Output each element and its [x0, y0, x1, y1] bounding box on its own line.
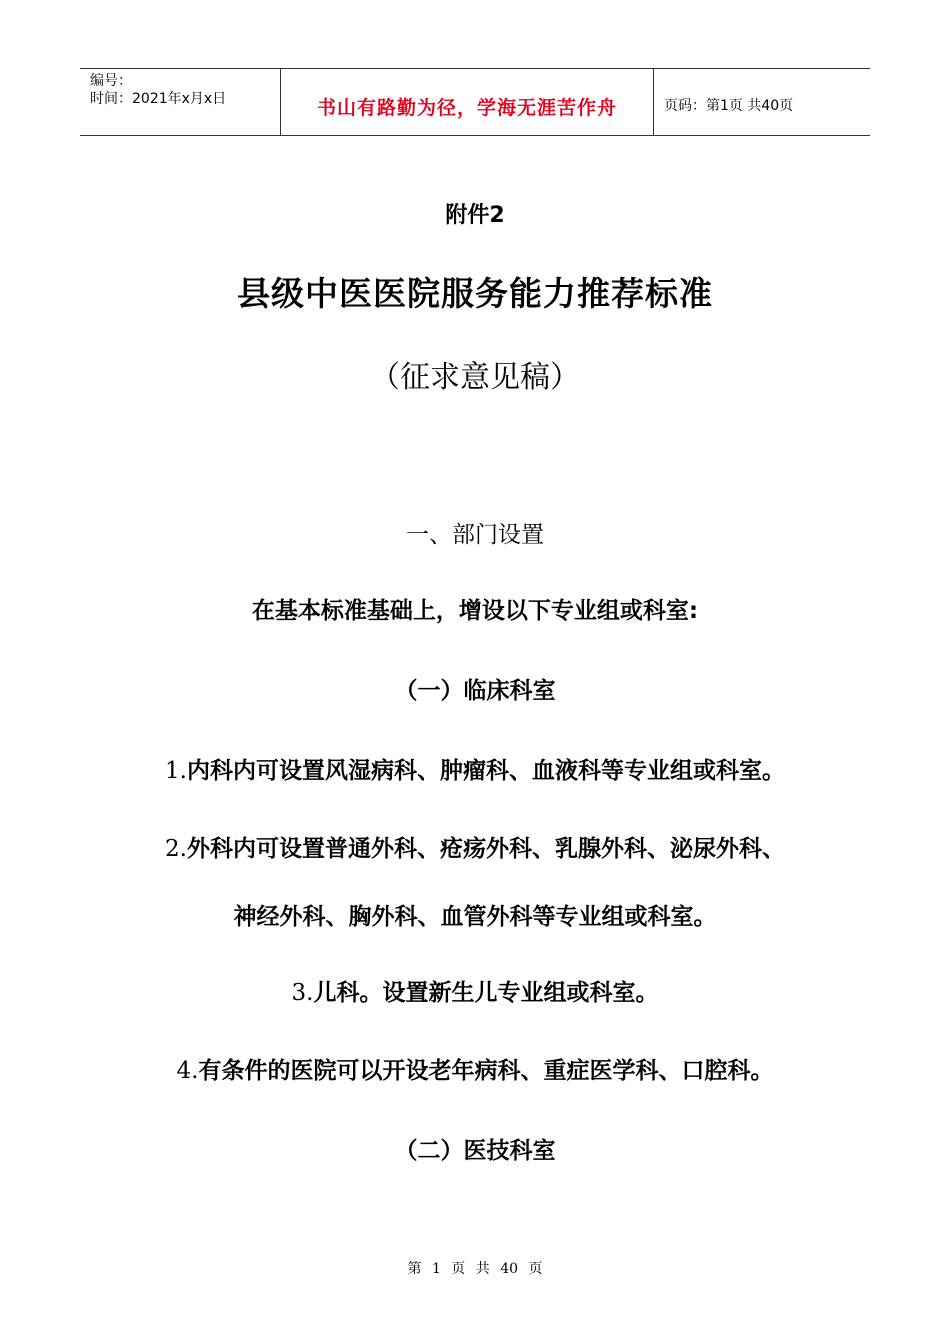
header-table: [80, 68, 870, 136]
header-meta-cell: [80, 69, 281, 135]
list-item-number: 3.: [291, 980, 314, 1006]
header-motto: 书山有路勤为径，学海无涯苦作舟: [316, 97, 617, 119]
list-item: [0, 752, 950, 785]
header-page-cell: [654, 69, 870, 135]
list-item-text: 外科内可设置普通外科、疮疡外科、乳腺外科、泌尿外科、: [186, 836, 785, 862]
document-number-label: 编号：: [90, 73, 132, 89]
document-subtitle: （征求意见稿）: [370, 360, 580, 395]
header-page-info: 页码：第1页 共40页: [664, 98, 794, 114]
list-item: [0, 974, 950, 1007]
page-footer: 第 1 页 共 40 页: [407, 1261, 543, 1277]
list-item-number: 4.: [176, 1058, 199, 1084]
list-item-text: 神经外科、胸外科、血管外科等专业组或科室。: [233, 904, 717, 930]
list-item: [0, 830, 950, 863]
attachment-label: 附件2: [445, 203, 505, 228]
list-item-number: 1.: [165, 758, 187, 784]
list-item-text: 有条件的医院可以开设老年病科、重症医学科、口腔科。: [198, 1058, 774, 1084]
list-item-text: 儿科。设置新生儿专业组或科室。: [313, 980, 659, 1006]
section-heading: 一、部门设置: [406, 522, 544, 548]
document-title: 县级中医医院服务能力推荐标准: [237, 274, 713, 313]
list-item: [0, 1052, 950, 1085]
intro-paragraph: 在基本标准基础上，增设以下专业组或科室:: [251, 598, 699, 624]
document-time-label: 时间：2021年x月x日: [90, 91, 227, 107]
list-item-text: 内科内可设置风湿病科、肿瘤科、血液科等专业组或科室。: [186, 758, 785, 784]
list-item-continuation: [0, 898, 950, 931]
subsection-heading-clinical: （一）临床科室: [394, 678, 556, 704]
list-item-number: 2.: [165, 836, 187, 862]
subsection-heading-medtech: （二）医技科室: [394, 1138, 556, 1164]
header-motto-cell: [281, 69, 654, 135]
